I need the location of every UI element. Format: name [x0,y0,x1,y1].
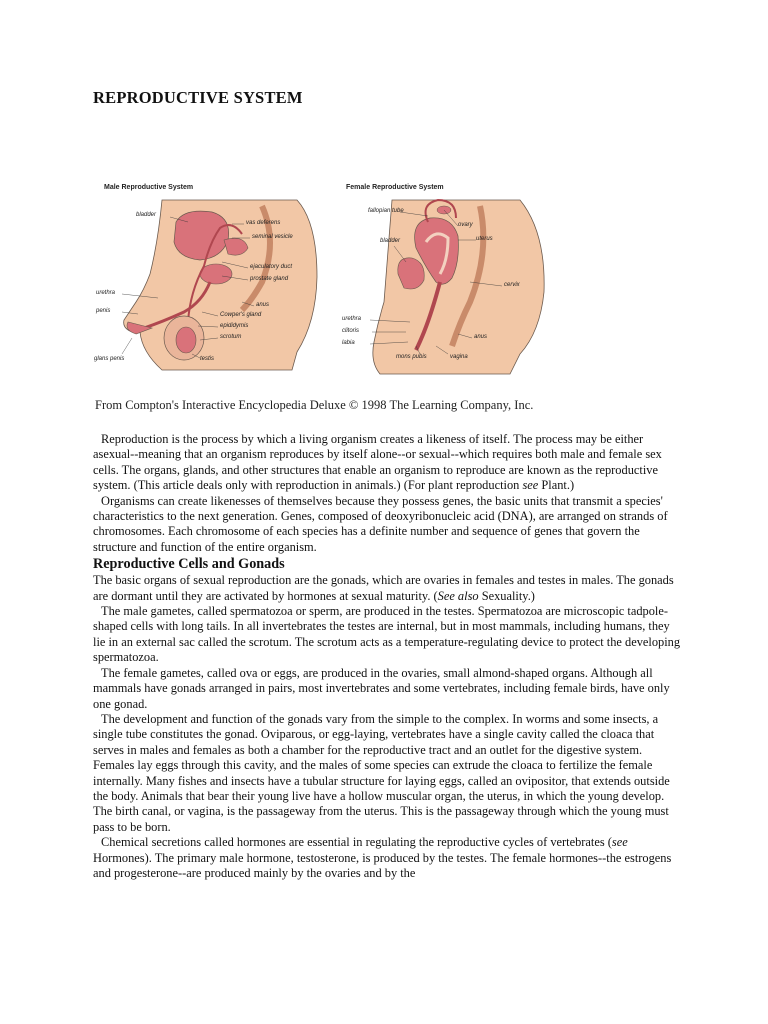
male-diagram [92,182,322,382]
label-penis: penis [96,308,111,314]
label-ovary: ovary [458,222,473,228]
label-cervix: cervix [504,282,520,288]
label-uterus: uterus [476,236,493,242]
label-anus: anus [256,302,270,308]
paragraph-female-gametes: The female gametes, called ova or eggs, are produced in the ovaries, small almond-shaped organs. Although all mammals have gonads arranged in pairs, most invertebrates and some vertebrates, including female birds, have only one gonad. [93,665,670,711]
male-anatomy-drawing [92,182,322,382]
label-labia: labia [342,340,355,346]
label-scrotum: scrotum [220,334,242,340]
article-body [93,432,683,881]
paragraph-hormones: Chemical secretions called hormones are essential in regulating the reproductive cycles of vertebrates (see Hormones). The primary male hormone, testosterone, is produced by the testes. The female hormones--the estrogens and progesterone--are produced mainly by the ovaries and by the [93,835,672,880]
female-diagram-title: Female Reproductive System [346,184,444,191]
label-vagina: vagina [450,354,468,360]
paragraph-intro: Reproduction is the process by which a living organism creates a likeness of itself. The process may be either asexual--meaning that an organism reproduces by itself alone--or sexual--which requires both male and female sex cells. The organs, glands, and other structures that enable an organism to reproduce are known as the reproductive system. (This article deals only with reproduction in animals.) (For plant reproduction see Plant.) [93,432,662,493]
label-clitoris: clitoris [342,328,360,334]
paragraph-male-gametes: The male gametes, called spermatozoa or sperm, are produced in the testes. Spermatozoa are microscopic tadpole-shaped cells with long tails. In all invertebrates the testes are internal, but in most mammals, including humans, they lie in an external sac called the scrotum. The scrotum acts as a temperature-regulating device to protect the developing spermatozoa. [93,604,681,665]
paragraph-gonad-development: The development and function of the gonads vary from the simple to the complex. In worms and some insects, a single tube constitutes the gonad. Oviparous, or egg-laying, vertebrates have a single cavity called the cloaca that serves in males and females as both a chamber for the reproductive tract and an outlet for the digestive system. Females lay eggs through this cavity, and the males of some species can extrude the cloaca to fertilize the female internally. Many fishes and insects have a tubular structure for laying eggs, called an ovipositor, that extends outside the body. Animals that bear their young live have a hollow muscular organ, the uterus, in which the young develop. The birth canal, or vagina, is the passageway from the uterus. This is the passageway through which the young must pass to be born. [93,711,670,834]
label-testis: testis [200,356,215,362]
female-diagram [340,182,552,382]
section-heading-cells-gonads: Reproductive Cells and Gonads [93,556,285,573]
label-bladder: bladder [136,212,157,218]
label-seminal-vesicle: seminal vesicle [252,234,293,240]
male-diagram-title: Male Reproductive System [104,184,194,191]
label-vas-deferens: vas deferens [246,220,281,226]
label-ejaculatory-duct: ejaculatory duct [250,264,293,270]
paragraph-genes: Organisms can create likenesses of themselves because they possess genes, the basic units that transmit a species' characteristics to the next generation. Genes, composed of deoxyribonucleic acid (DNA), are arranged on strands of chromosomes. Each chromosome of each species has a definite number and sequence of genes that govern the structure and function of the entire organism. [93,493,668,554]
label-prostate-gland: prostate gland [250,276,289,282]
figure-credit: From Compton's Interactive Encyclopedia Deluxe © 1998 The Learning Company, Inc. [95,398,534,412]
label-mons-pubis: mons pubis [396,354,427,360]
label-epididymis: epididymis [220,323,249,329]
label-glans-penis: glans penis [94,356,125,362]
label-urethra: urethra [96,290,116,296]
label-cowpers-gland: Cowper's gland [220,312,262,318]
label-female-urethra: urethra [342,316,362,322]
label-female-bladder: bladder [380,238,401,244]
paragraph-gonads: The basic organs of sexual reproduction are the gonads, which are ovaries in females and testes in males. The gonads are dormant until they are activated by hormones at sexual maturity. (See also Sexuality.) [93,573,674,603]
label-fallopian-tube: fallopian tube [368,208,404,214]
page-title: REPRODUCTIVE SYSTEM [93,88,303,107]
reproductive-system-illustration [92,182,552,382]
label-female-anus: anus [474,334,488,340]
